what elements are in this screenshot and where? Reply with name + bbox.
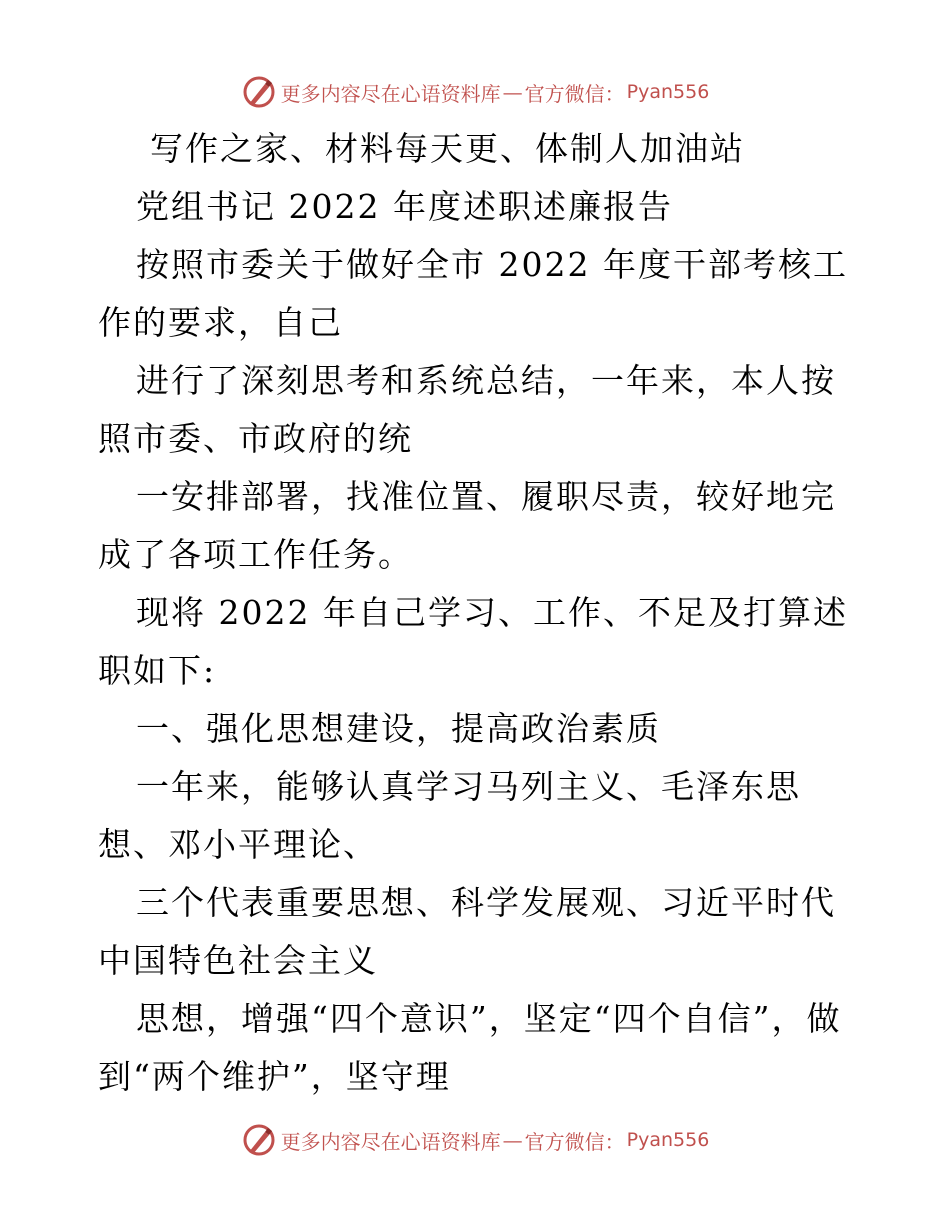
document-body xyxy=(98,120,858,1106)
paragraph: 进行了深刻思考和系统总结，一年来，本人按照市委、市政府的统 xyxy=(98,361,836,458)
banner-suffix: 官方微信： xyxy=(524,81,625,106)
banner-separator: — xyxy=(502,80,523,104)
pen-in-circle-logo-icon xyxy=(241,1122,277,1158)
banner-wechat-id: Pyan556 xyxy=(626,81,710,103)
banner-text: 更多内容尽在心语资料库 xyxy=(280,1129,501,1154)
paragraph: 思想，增强“四个意识”，坚定“四个自信”，做到“两个维护”，坚守理 xyxy=(98,999,842,1096)
paragraph: 现将 2022 年自己学习、工作、不足及打算述职如下: xyxy=(98,593,848,690)
paragraph: 一安排部署，找准位置、履职尽责，较好地完成了各项工作任务。 xyxy=(98,477,836,574)
banner-suffix: 官方微信： xyxy=(524,1129,625,1154)
document-title: 党组书记 2022 年度述职述廉报告 xyxy=(136,187,673,226)
paragraph: 三个代表重要思想、科学发展观、习近平时代中国特色社会主义 xyxy=(98,883,836,980)
banner-wechat-id: Pyan556 xyxy=(626,1129,710,1151)
banner-text: 更多内容尽在心语资料库 xyxy=(280,81,501,106)
paragraph: 按照市委关于做好全市 2022 年度干部考核工作的要求，自己 xyxy=(98,245,848,342)
document-header-line: 写作之家、材料每天更、体制人加油站 xyxy=(150,129,745,168)
paragraph: 一年来，能够认真学习马列主义、毛泽东思想、邓小平理论、 xyxy=(98,767,801,864)
banner-separator: — xyxy=(502,1128,523,1152)
section-heading: 一、强化思想建设，提高政治素质 xyxy=(136,709,661,748)
pen-in-circle-logo-icon xyxy=(241,74,277,110)
footer-watermark-banner xyxy=(0,1120,950,1160)
header-watermark-banner xyxy=(0,72,950,112)
